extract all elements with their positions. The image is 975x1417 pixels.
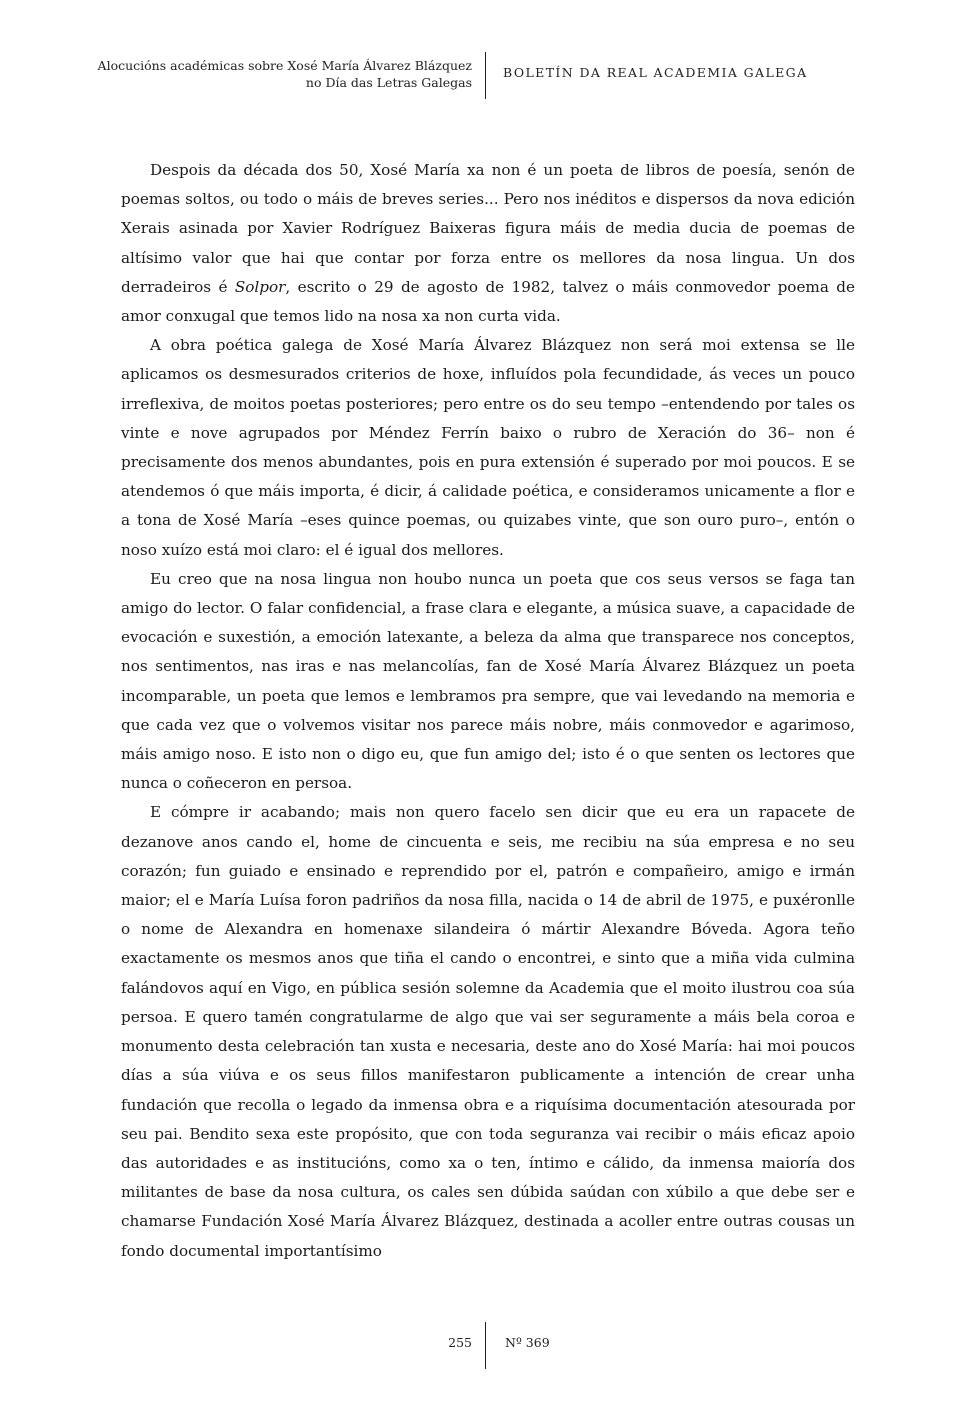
paragraph-2: A obra poética galega de Xosé María Álvarez Blázquez non será moi extensa se lle aplicamos os desmesurados criterios de hoxe, influídos pola fecundidade, ás veces un pouco irreflexiva, de moitos poetas posteriores; pero entre os do seu tempo –entendendo por tales os vinte e nove agrupados por Méndez Ferrín baixo o rubro de Xeración do 36– non é precisamente dos menos abundantes, pois en pura extensión é superado por moi poucos. E se atendemos ó que máis importa, é dicir, á calidade poética, e consideramos unicamente a flor e a tona de Xosé María –eses quince poemas, ou quizabes vinte, que son ouro puro–, entón o noso xuízo está moi claro: el é igual dos mellores. <box>121 336 855 559</box>
article-title-line-2: no Día das Letras Galegas <box>305 75 472 90</box>
issue-number: Nº 369 <box>505 1335 550 1350</box>
article-title-line-1: Alocucións académicas sobre Xosé María Álvarez Blázquez <box>97 58 472 73</box>
paragraph-3: Eu creo que na nosa lingua non houbo nunca un poeta que cos seus versos se faga tan amigo do lector. O falar confidencial, a frase clara e elegante, a música suave, a capacidade de evocación e suxestión, a emoción latexante, a beleza da alma que transparece nos conceptos, nos sentimentos, nas iras e nas melancolías, fan de Xosé María Álvarez Blázquez un poeta incomparable, un poeta que lemos e lembramos pra sempre, que vai levedando na memoria e que cada vez que o volvemos visitar nos parece máis nobre, máis conmovedor e agarimoso, máis amigo noso. E isto non o digo eu, que fun amigo del; isto é o que senten os lectores que nunca o coñeceron en persoa. <box>121 569 855 793</box>
running-header-article-title <box>52 57 472 91</box>
paragraph-4: E cómpre ir acabando; mais non quero facelo sen dicir que eu era un rapacete de dezanove anos cando el, home de cincuenta e seis, me recibiu na súa empresa e no seu corazón; fun guiado e ensinado e reprendido por el, patrón e compañeiro, amigo e irmán maior; el e María Luísa foron padriños da nosa filla, nacida o 14 de abril de 1975, e puxéronlle o nome de Alexandra en homenaxe silandeira ó mártir Alexandre Bóveda. Agora teño exactamente os mesmos anos que tiña el cando o encontrei, e sinto que a miña vida culmina falándovos aquí en Vigo, en pública sesión solemne da Academia que el moito ilustrou coa súa persoa. E quero tamén congratularme de algo que vai ser seguramente a máis bela coroa e monumento desta celebración tan xusta e necesaria, deste ano do Xosé María: hai moi poucos días a súa viúva e os seus fillos manifestaron publicamente a intención de crear unha fundación que recolla o legado da inmensa obra e a riquísima documentación atesourada por seu pai. Bendito sexa este propósito, que con toda seguranza vai recibir o máis eficaz apoio das autoridades e as institucións, como xa o ten, íntimo e cálido, da inmensa maioría dos militantes de base da nosa cultura, os cales sen dúbida saúdan con xúbilo a que debe ser e chamarse Fundación Xosé María Álvarez Blázquez, destinada a acoller entre outras cousas un fondo documental importantísimo <box>121 803 855 1260</box>
paragraph-1 <box>121 156 855 331</box>
poem-title-solpor: Solpor <box>234 277 286 296</box>
paragraph-1-text-end: , escrito o 29 de agosto de 1982, talvez o máis conmovedor poema de amor conxugal que temos lido na nosa xa non curta vida. <box>121 277 855 326</box>
paragraph-1-text-start: Despois da década dos 50, Xosé María xa non é un poeta de libros de poesía, senón de poemas soltos, ou todo o máis de breves series... Pero nos inéditos e dispersos da nova edición Xerais asinada por Xavier Rodríguez Baixeras figura máis de media ducia de poemas de altísimo valor que hai que contar por forza entre os mellores da nosa lingua. Un dos derradeiros é <box>121 161 855 296</box>
header-divider <box>485 52 486 99</box>
footer-divider <box>485 1322 486 1369</box>
page-number: 255 <box>448 1335 472 1350</box>
running-header-journal: BOLETÍN DA REAL ACADEMIA GALEGA <box>503 65 808 80</box>
article-body <box>121 156 855 1266</box>
